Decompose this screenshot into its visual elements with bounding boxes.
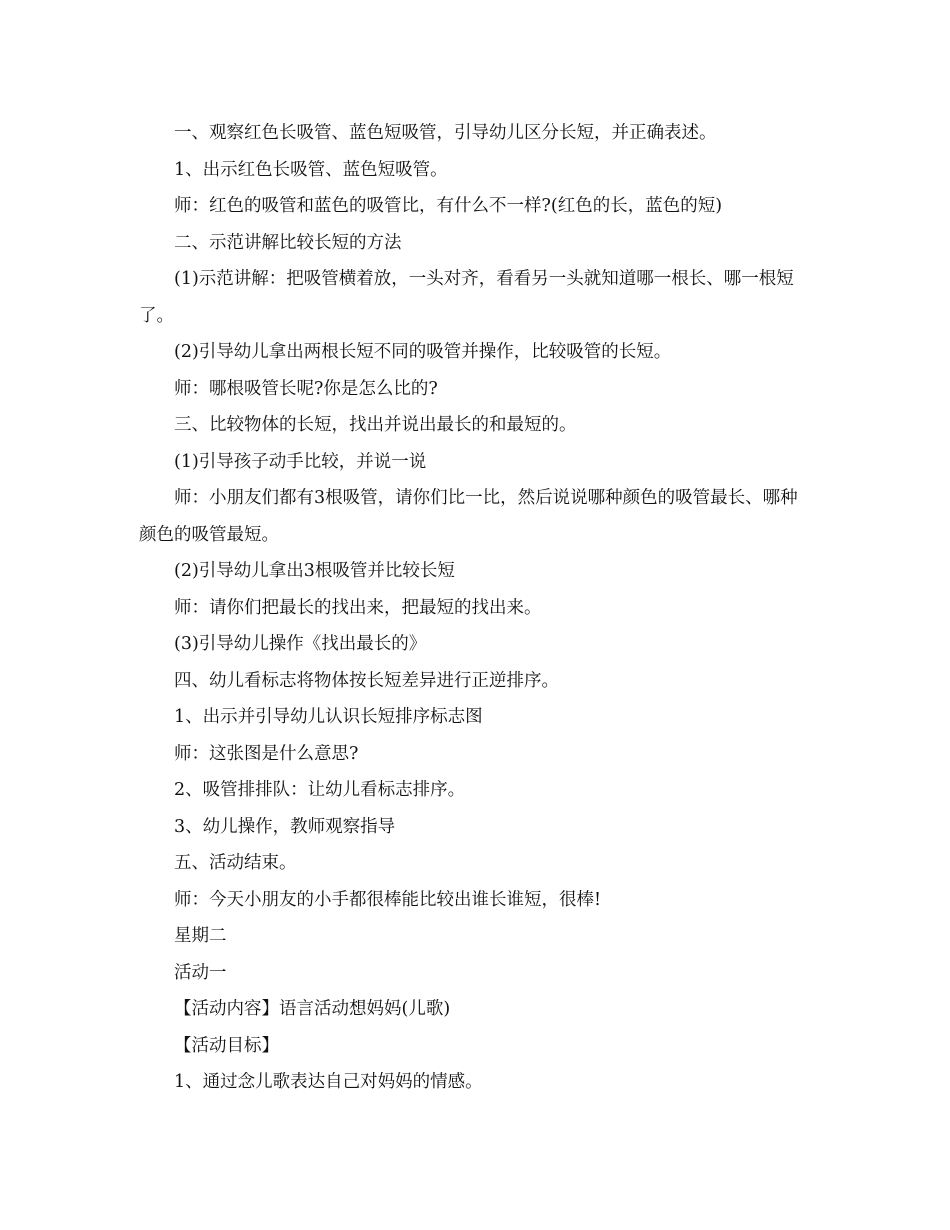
paragraph: 1、出示红色长吸管、蓝色短吸管。 — [174, 159, 448, 180]
paragraph: 师：哪根吸管长呢?你是怎么比的? — [174, 378, 438, 399]
paragraph: 师：这张图是什么意思? — [174, 743, 359, 764]
activity-goal-item: 1、通过念儿歌表达自己对妈妈的情感。 — [174, 1072, 483, 1092]
activity-goals-heading: 【活动目标】 — [174, 1035, 279, 1056]
activity-heading: 活动一 — [174, 962, 227, 983]
paragraph: 师：今天小朋友的小手都很棒能比较出谁长谁短，很棒! — [174, 889, 602, 910]
paragraph: (3)引导幼儿操作《找出最长的》 — [174, 634, 427, 654]
section-heading-end: 五、活动结束。 — [174, 853, 297, 873]
paragraph: (1)示范讲解：把吸管横着放，一头对齐，看看另一头就知道哪一根长、哪一根短了。 — [139, 269, 794, 326]
section-heading-demo: 二、示范讲解比较长短的方法 — [174, 232, 402, 253]
paragraph: 2、吸管排排队：让幼儿看标志排序。 — [174, 780, 466, 800]
paragraph: (1)引导孩子动手比较，并说一说 — [174, 451, 427, 472]
paragraph: 3、幼儿操作，教师观察指导 — [174, 816, 396, 837]
paragraph: 1、出示并引导幼儿认识长短排序标志图 — [174, 707, 483, 727]
document-body — [139, 115, 811, 1101]
activity-content: 【活动内容】语言活动想妈妈(儿歌) — [174, 999, 451, 1019]
section-heading-compare: 三、比较物体的长短，找出并说出最长的和最短的。 — [174, 415, 577, 435]
section-heading-observe: 一、观察红色长吸管、蓝色短吸管，引导幼儿区分长短，并正确表述。 — [174, 123, 717, 143]
paragraph: (2)引导幼儿拿出两根长短不同的吸管并操作，比较吸管的长短。 — [174, 342, 672, 362]
day-heading: 星期二 — [174, 926, 227, 946]
section-heading-sort: 四、幼儿看标志将物体按长短差异进行正逆排序。 — [174, 670, 559, 691]
paragraph: 师：小朋友们都有3根吸管，请你们比一比，然后说说哪种颜色的吸管最长、哪种颜色的吸管最短。 — [139, 488, 798, 545]
paragraph: 师：红色的吸管和蓝色的吸管比，有什么不一样?(红色的长，蓝色的短) — [174, 196, 723, 216]
paragraph: 师：请你们把最长的找出来，把最短的找出来。 — [174, 597, 542, 618]
paragraph: (2)引导幼儿拿出3根吸管并比较长短 — [174, 561, 455, 581]
